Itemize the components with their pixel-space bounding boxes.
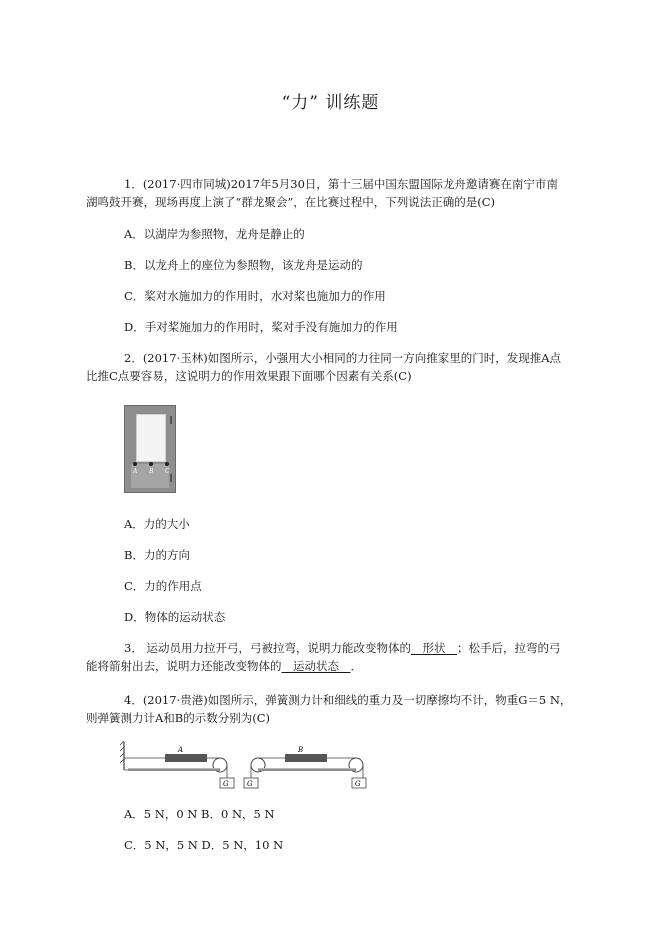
question-2-option-d: D．物体的运动状态 (124, 610, 226, 624)
page-title: “力” 训练题 (281, 93, 380, 113)
point-a-marker (133, 462, 137, 466)
point-c-marker (165, 462, 169, 466)
question-2-option-a: A．力的大小 (124, 517, 190, 531)
scale-b-label: B (298, 746, 304, 754)
question-3-line-2 (86, 658, 362, 674)
question-2-option-b: B．力的方向 (124, 548, 190, 562)
question-2-line-2: 比推C点要容易，这说明力的作用效果跟下面哪个因素有关系(C) (86, 369, 412, 383)
spring-scale-diagram (120, 740, 370, 790)
point-c-label: C (165, 468, 170, 475)
door-window (136, 414, 166, 462)
spring-scale-b (285, 754, 327, 762)
weight-g-middle-label: G (247, 780, 253, 788)
scale-a-label: A (178, 746, 184, 754)
question-3-text-1: 3． 运动员用力拉开弓，弓被拉弯，说明力能改变物体的 (124, 641, 411, 655)
question-3-text-3: 能将箭射出去，说明力还能改变物体的 (86, 659, 282, 673)
question-1-option-b: B．以龙舟上的座位为参照物，该龙舟是运动的 (124, 258, 363, 272)
point-a-label: A (133, 468, 138, 475)
question-1-option-a: A．以湖岸为参照物，龙舟是静止的 (124, 227, 305, 241)
question-1-option-c: C．桨对水施加力的作用时，水对桨也施加力的作用 (124, 289, 386, 303)
door-figure (124, 405, 176, 493)
question-4-line-1: 4．(2017·贵港)如图所示，弹簧测力计和细线的重力及一切摩擦均不计，物重G＝5 N， (124, 693, 572, 707)
weight-g-left-label: G (223, 780, 229, 788)
question-3-line-1 (124, 640, 560, 656)
question-4-line-2: 则弹簧测力计A和B的示数分别为(C) (86, 711, 271, 725)
question-1-option-d: D．手对桨施加力的作用时，桨对手没有施加力的作用 (124, 320, 398, 334)
question-1-line-1: 1．(2017·四市同城)2017年5月30日，第十三届中国东盟国际龙舟邀请赛在南宁市南 (124, 177, 558, 191)
question-3-text-4: ． (350, 659, 362, 673)
spring-scale-a (165, 754, 207, 762)
question-3-blank-1: __形状__ (410, 641, 457, 655)
point-b-label: B (149, 468, 154, 475)
point-b-marker (149, 462, 153, 466)
question-3-blank-2: __运动状态__ (281, 659, 351, 673)
question-4-options-line-2: C．5 N，5 N D．5 N，10 N (124, 838, 284, 852)
right-setup (244, 746, 366, 788)
question-2-option-c: C．力的作用点 (124, 579, 202, 593)
door-hinge (170, 474, 172, 482)
left-setup (120, 741, 234, 788)
weight-g-right-label: G (355, 780, 361, 788)
door-hinge (170, 416, 172, 424)
question-3-text-2: ；松手后，拉弯的弓 (456, 641, 561, 655)
question-1-line-2: 湖鸣鼓开赛，现场再度上演了“群龙聚会”，在比赛过程中，下列说法正确的是(C) (86, 195, 496, 209)
question-2-line-1: 2．(2017·玉林)如图所示，小强用大小相同的力往同一方向推家里的门时，发现推A点 (124, 351, 562, 365)
question-4-options-line-1: A．5 N，0 N B．0 N，5 N (124, 807, 275, 821)
